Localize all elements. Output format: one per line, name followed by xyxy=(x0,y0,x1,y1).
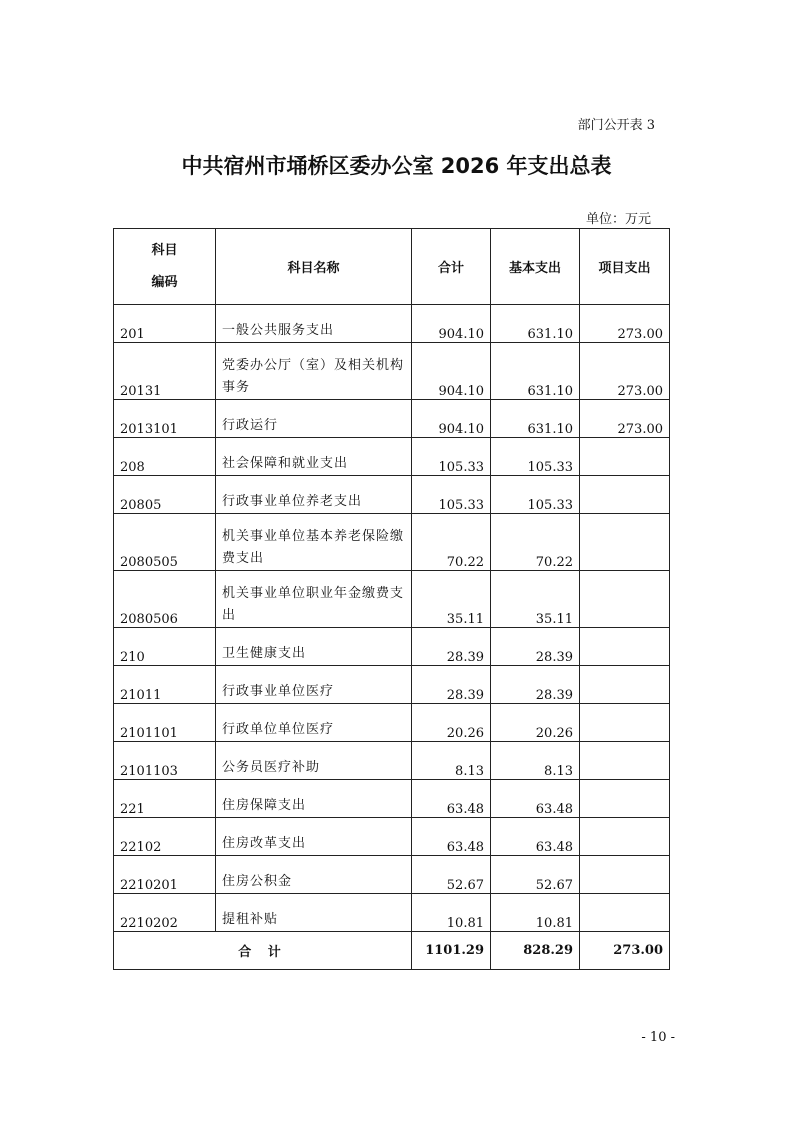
row-code: 2210201 xyxy=(114,856,216,894)
table-row xyxy=(114,400,670,438)
table-row xyxy=(114,818,670,856)
summary-label: 合 计 xyxy=(114,932,412,970)
row-basic: 28.39 xyxy=(491,666,580,704)
row-name: 行政运行 xyxy=(216,400,412,438)
row-project xyxy=(580,894,670,932)
row-name: 住房公积金 xyxy=(216,856,412,894)
row-project xyxy=(580,666,670,704)
table-row xyxy=(114,628,670,666)
table-row xyxy=(114,666,670,704)
row-project xyxy=(580,856,670,894)
row-name: 党委办公厅（室）及相关机构事务 xyxy=(216,343,412,400)
summary-total: 1101.29 xyxy=(412,932,491,970)
table-row xyxy=(114,343,670,400)
header-basic: 基本支出 xyxy=(491,229,580,305)
table-row xyxy=(114,742,670,780)
row-basic: 105.33 xyxy=(491,438,580,476)
table-row xyxy=(114,514,670,571)
row-name: 机关事业单位基本养老保险缴费支出 xyxy=(216,514,412,571)
row-total: 904.10 xyxy=(412,305,491,343)
header-row xyxy=(114,229,670,305)
row-total: 20.26 xyxy=(412,704,491,742)
row-name: 一般公共服务支出 xyxy=(216,305,412,343)
row-project: 273.00 xyxy=(580,343,670,400)
row-code: 2101101 xyxy=(114,704,216,742)
header-name: 科目名称 xyxy=(216,229,412,305)
table-row xyxy=(114,704,670,742)
row-project: 273.00 xyxy=(580,400,670,438)
page-number: - 10 - xyxy=(641,1030,675,1045)
row-basic: 631.10 xyxy=(491,400,580,438)
summary-row xyxy=(114,932,670,970)
row-code: 208 xyxy=(114,438,216,476)
row-project xyxy=(580,704,670,742)
row-name: 行政事业单位养老支出 xyxy=(216,476,412,514)
header-total: 合计 xyxy=(412,229,491,305)
row-basic: 35.11 xyxy=(491,571,580,628)
row-code: 22102 xyxy=(114,818,216,856)
row-total: 28.39 xyxy=(412,666,491,704)
row-code: 2210202 xyxy=(114,894,216,932)
table-row xyxy=(114,438,670,476)
table-number-label: 部门公开表 3 xyxy=(577,118,655,133)
row-code: 221 xyxy=(114,780,216,818)
header-code-line2: 编码 xyxy=(151,274,178,290)
row-total: 105.33 xyxy=(412,476,491,514)
row-total: 105.33 xyxy=(412,438,491,476)
row-project xyxy=(580,742,670,780)
row-project xyxy=(580,818,670,856)
summary-project: 273.00 xyxy=(580,932,670,970)
row-total: 28.39 xyxy=(412,628,491,666)
row-name: 住房保障支出 xyxy=(216,780,412,818)
row-name: 住房改革支出 xyxy=(216,818,412,856)
row-total: 52.67 xyxy=(412,856,491,894)
row-name: 行政事业单位医疗 xyxy=(216,666,412,704)
page-title: 中共宿州市埇桥区委办公室 2026 年支出总表 xyxy=(181,154,612,178)
row-basic: 52.67 xyxy=(491,856,580,894)
row-total: 35.11 xyxy=(412,571,491,628)
header-code xyxy=(114,229,216,305)
row-basic: 8.13 xyxy=(491,742,580,780)
unit-label: 单位：万元 xyxy=(585,212,651,227)
row-project xyxy=(580,628,670,666)
row-code: 21011 xyxy=(114,666,216,704)
table-row xyxy=(114,780,670,818)
row-total: 904.10 xyxy=(412,400,491,438)
row-code: 2080506 xyxy=(114,571,216,628)
row-code: 210 xyxy=(114,628,216,666)
row-name: 社会保障和就业支出 xyxy=(216,438,412,476)
header-code-line1: 科目 xyxy=(151,242,178,258)
table-row xyxy=(114,476,670,514)
row-code: 20131 xyxy=(114,343,216,400)
header-project: 项目支出 xyxy=(580,229,670,305)
row-total: 63.48 xyxy=(412,818,491,856)
row-name: 卫生健康支出 xyxy=(216,628,412,666)
row-total: 63.48 xyxy=(412,780,491,818)
row-basic: 70.22 xyxy=(491,514,580,571)
row-project xyxy=(580,571,670,628)
row-code: 2013101 xyxy=(114,400,216,438)
expenditure-table xyxy=(113,228,670,970)
row-basic: 105.33 xyxy=(491,476,580,514)
row-name: 行政单位单位医疗 xyxy=(216,704,412,742)
row-total: 8.13 xyxy=(412,742,491,780)
table-row xyxy=(114,571,670,628)
row-project xyxy=(580,780,670,818)
row-code: 2080505 xyxy=(114,514,216,571)
row-project xyxy=(580,438,670,476)
row-name: 机关事业单位职业年金缴费支出 xyxy=(216,571,412,628)
table-row xyxy=(114,856,670,894)
row-total: 70.22 xyxy=(412,514,491,571)
row-basic: 63.48 xyxy=(491,780,580,818)
row-basic: 28.39 xyxy=(491,628,580,666)
summary-basic: 828.29 xyxy=(491,932,580,970)
row-project: 273.00 xyxy=(580,305,670,343)
row-code: 201 xyxy=(114,305,216,343)
row-basic: 63.48 xyxy=(491,818,580,856)
row-basic: 631.10 xyxy=(491,343,580,400)
row-name: 提租补贴 xyxy=(216,894,412,932)
row-total: 904.10 xyxy=(412,343,491,400)
table-row xyxy=(114,894,670,932)
row-name: 公务员医疗补助 xyxy=(216,742,412,780)
row-basic: 10.81 xyxy=(491,894,580,932)
row-project xyxy=(580,514,670,571)
row-basic: 20.26 xyxy=(491,704,580,742)
row-code: 2101103 xyxy=(114,742,216,780)
row-project xyxy=(580,476,670,514)
row-basic: 631.10 xyxy=(491,305,580,343)
table-row xyxy=(114,305,670,343)
row-total: 10.81 xyxy=(412,894,491,932)
row-code: 20805 xyxy=(114,476,216,514)
